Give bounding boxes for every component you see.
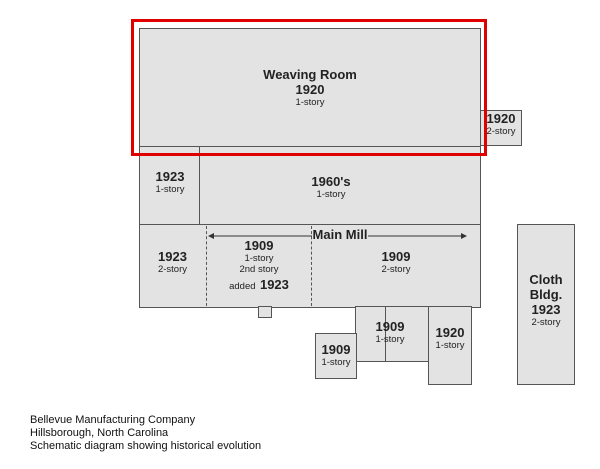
building-1909-right-year: 1909 — [381, 249, 411, 264]
building-1923-left-top-year: 1923 — [155, 169, 185, 184]
building-1909-mid-note: 2nd story — [239, 263, 279, 275]
building-1920-bottom-year: 1920 — [435, 325, 465, 340]
caption — [30, 414, 261, 454]
caption-line-2: Hillsborough, North Carolina — [30, 427, 169, 440]
building-1909-mid-added — [207, 276, 311, 294]
building-1909-center-small-stories: 1-story — [375, 333, 405, 345]
building-1909-right-stories: 2-story — [381, 263, 411, 275]
building-1909-center-small-label — [355, 320, 425, 346]
weaving-room-name: Weaving Room — [263, 67, 357, 82]
cloth-building-name2: Bldg. — [529, 286, 563, 302]
building-1909-small-stories: 1-story — [321, 356, 351, 368]
weaving-room-year: 1920 — [295, 81, 325, 97]
weaving-room-highlight-box — [131, 19, 487, 156]
building-1960s-stories: 1-story — [316, 188, 346, 200]
caption-line-1: Bellevue Manufacturing Company — [30, 414, 196, 426]
building-1920-bottom-label — [428, 326, 472, 352]
building-1909-mid-stories: 1-story — [244, 252, 274, 264]
main-mill-label: Main Mill — [312, 227, 368, 242]
building-1909-mid-year: 1909 — [244, 238, 274, 253]
building-1923-left-mid-year: 1923 — [158, 249, 187, 264]
cloth-building-year: 1923 — [531, 301, 561, 317]
annex-1920-right-year: 1920 — [486, 111, 516, 126]
building-1909-right-label — [311, 250, 481, 276]
cloth-building-name1: Cloth — [529, 272, 563, 287]
annex-1920-right-stories: 2-story — [486, 125, 516, 137]
building-1909-small-label — [315, 343, 357, 369]
caption-line-3: Schematic diagram showing historical evolution — [30, 440, 262, 453]
stub-building — [258, 306, 272, 318]
building-1909-mid-label — [207, 239, 311, 294]
building-1960s-year: 1960's — [311, 174, 351, 189]
building-1923-left-top-stories: 1-story — [155, 183, 185, 195]
building-1920-bottom-stories: 1-story — [435, 339, 465, 351]
building-1909-small-year: 1909 — [321, 342, 351, 357]
building-1923-left-mid-stories: 2-story — [157, 263, 188, 275]
cloth-building-label — [517, 273, 575, 329]
building-1909-mid-added-prefix: added — [229, 280, 256, 292]
cloth-building-stories: 2-story — [531, 316, 561, 328]
building-1909-mid-added-year: 1923 — [259, 276, 289, 292]
building-1923-left-mid-label — [139, 250, 206, 276]
weaving-room-stories: 1-story — [295, 96, 325, 108]
building-1909-center-small-year: 1909 — [375, 319, 405, 334]
building-1923-left-top-label — [139, 170, 201, 196]
building-1960s-label — [199, 175, 463, 201]
